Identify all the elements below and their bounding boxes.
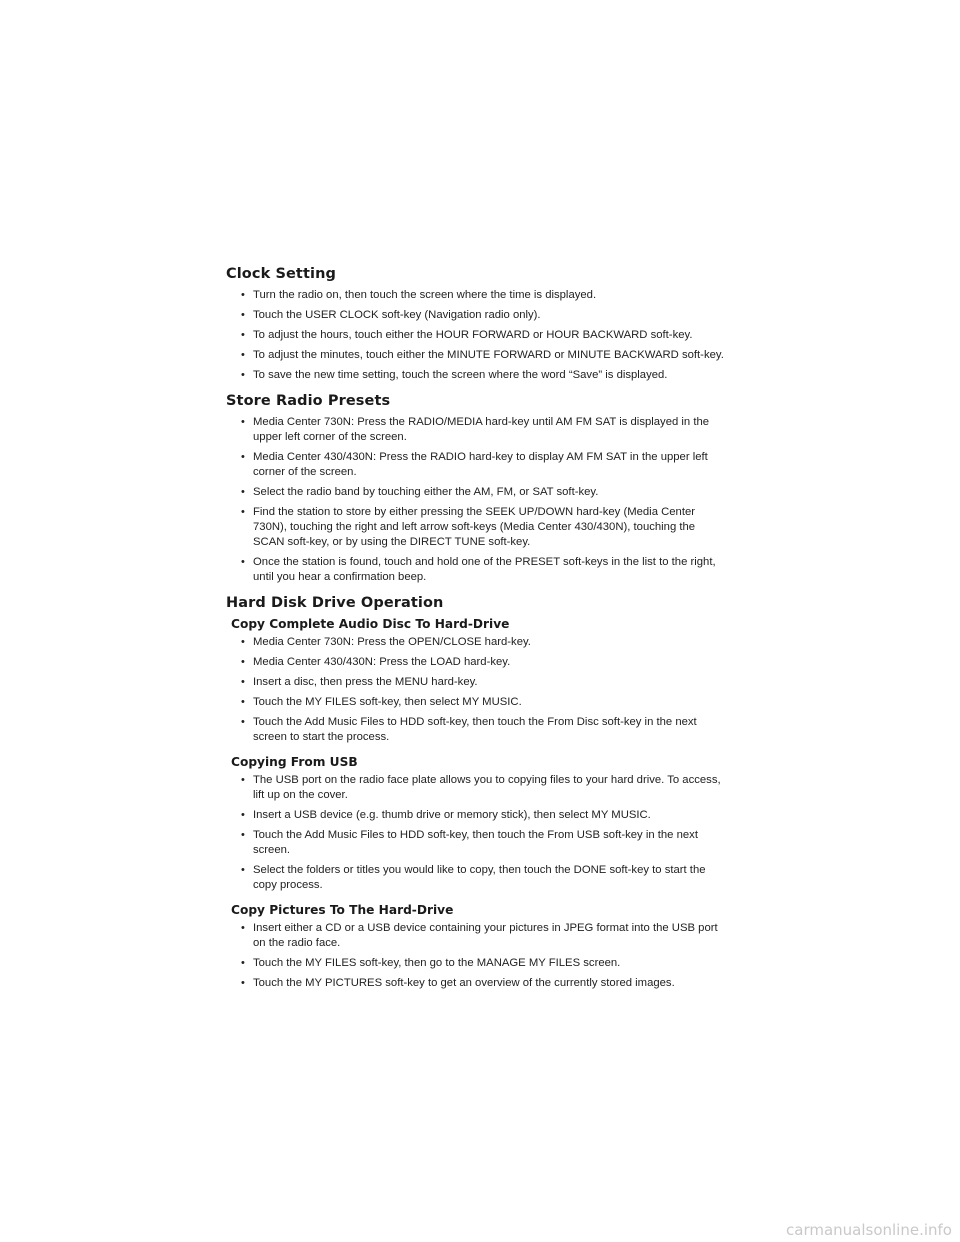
list-item: • Media Center 730N: Press the RADIO/MEDIA hard-key until AM FM SAT is displayed in the upper left corner of the screen. (227, 415, 727, 445)
list-item: • To adjust the hours, touch either the HOUR FORWARD or HOUR BACKWARD soft-key. (227, 328, 727, 343)
store-radio-presets-section (227, 393, 727, 585)
section-heading: Clock Setting (226, 266, 336, 282)
bullet-list (227, 635, 727, 745)
bullet-list (227, 288, 727, 383)
list-item: • Touch the Add Music Files to HDD soft-key, then touch the From Disc soft-key in the next screen to start the process. (227, 715, 727, 745)
list-item: • Media Center 430/430N: Press the RADIO hard-key to display AM FM SAT in the upper left corner of the screen. (227, 450, 727, 480)
bullet-list (227, 415, 727, 585)
list-item: • Touch the USER CLOCK soft-key (Navigation radio only). (227, 308, 727, 323)
list-item: • Once the station is found, touch and hold one of the PRESET soft-keys in the list to the right, until you hear a confirmation beep. (227, 555, 727, 585)
list-item: • Touch the MY PICTURES soft-key to get an overview of the currently stored images. (227, 976, 727, 991)
clock-setting-section (227, 266, 727, 383)
list-item: • Find the station to store by either pressing the SEEK UP/DOWN hard-key (Media Center 730N), touching the right and left arrow soft-keys (Media Center 430/430N), touching the SCAN soft-key, or by using the DIRECT TUNE soft-key. (227, 505, 727, 550)
subsection-heading: Copy Complete Audio Disc To Hard-Drive (231, 617, 510, 631)
list-item: • Insert a disc, then press the MENU hard-key. (227, 675, 727, 690)
section-heading: Hard Disk Drive Operation (226, 595, 444, 611)
subsection-heading: Copying From USB (231, 755, 358, 769)
list-item: • Touch the Add Music Files to HDD soft-key, then touch the From USB soft-key in the next screen. (227, 828, 727, 858)
list-item: • Touch the MY FILES soft-key, then go to the MANAGE MY FILES screen. (227, 956, 727, 971)
list-item: • Touch the MY FILES soft-key, then select MY MUSIC. (227, 695, 727, 710)
list-item: • Select the folders or titles you would like to copy, then touch the DONE soft-key to start the copy process. (227, 863, 727, 893)
page-content (227, 266, 727, 1001)
section-heading: Store Radio Presets (226, 393, 391, 409)
bullet-list (227, 773, 727, 893)
list-item: • Media Center 430/430N: Press the LOAD hard-key. (227, 655, 727, 670)
list-item: • Media Center 730N: Press the OPEN/CLOSE hard-key. (227, 635, 727, 650)
list-item: • The USB port on the radio face plate allows you to copying files to your hard drive. To access, lift up on the cover. (227, 773, 727, 803)
hard-disk-drive-operation-section (227, 595, 727, 991)
list-item: • To save the new time setting, touch the screen where the word “Save” is displayed. (227, 368, 727, 383)
list-item: • Insert a USB device (e.g. thumb drive or memory stick), then select MY MUSIC. (227, 808, 727, 823)
subsection-heading: Copy Pictures To The Hard-Drive (231, 903, 454, 917)
list-item: • To adjust the minutes, touch either the MINUTE FORWARD or MINUTE BACKWARD soft-key. (227, 348, 727, 363)
list-item: • Insert either a CD or a USB device containing your pictures in JPEG format into the USB port on the radio face. (227, 921, 727, 951)
list-item: • Select the radio band by touching either the AM, FM, or SAT soft-key. (227, 485, 727, 500)
list-item: • Turn the radio on, then touch the screen where the time is displayed. (227, 288, 727, 303)
bullet-list (227, 921, 727, 991)
watermark-footer: carmanualsonline.info (786, 1221, 952, 1239)
